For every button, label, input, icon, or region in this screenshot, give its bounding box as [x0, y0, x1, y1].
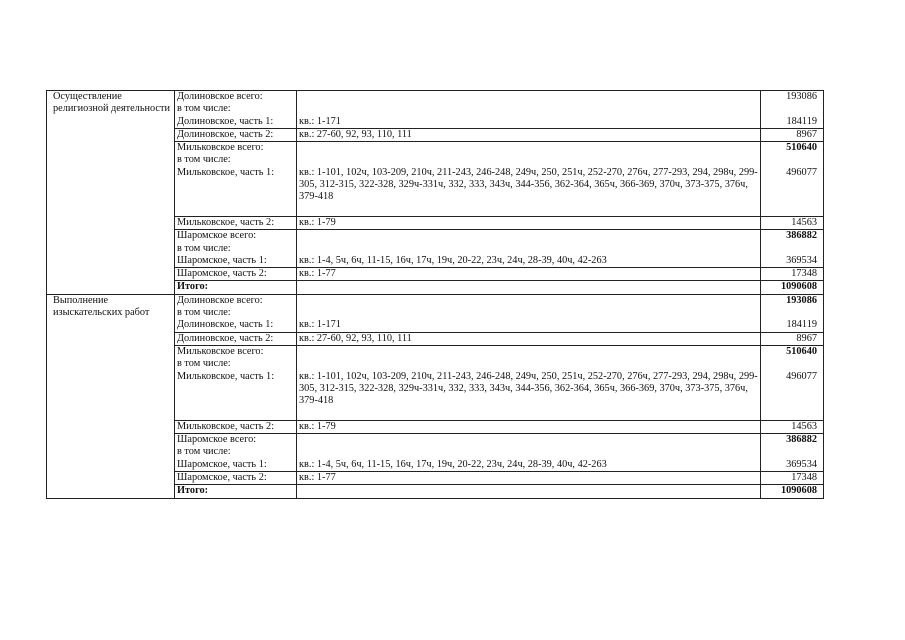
part-label: Шаромское, часть 2:: [175, 471, 297, 484]
activity-cell: Осуществление религиозной деятельности: [47, 91, 175, 295]
part-label: Долиновское, часть 1:: [177, 115, 274, 127]
area-cell: [761, 142, 824, 217]
part-label: Шаромское, часть 1:: [177, 254, 267, 266]
area-cell: [761, 91, 824, 129]
part-value: 17348: [761, 268, 824, 281]
part-label: Мильковское, часть 1:: [177, 370, 275, 382]
quarters-text: кв.: 1-101, 102ч, 103-209, 210ч, 211-243, 246-248, 249ч, 250, 251ч, 252-270, 276ч, 277-293, 294, 298ч, 299-305, 312-315, 322-328, 329ч-331ч, 332, 333, 343ч, 344-356, 362-364, 365ч, 366-369, 370ч, 373-375, 376ч, 379-418: [299, 166, 758, 203]
quarters-cell: кв.: 1-4, 5ч, 6ч, 11-15, 16ч, 17ч, 19ч, 20-22, 23ч, 24ч, 28-39, 40ч, 42-263: [297, 434, 761, 472]
forestry-total-cell: [175, 91, 297, 129]
forestry-total-cell: [175, 345, 297, 420]
part-value: 369534: [786, 254, 817, 266]
area-cell: [761, 345, 824, 420]
including-label: в том числе:: [177, 242, 231, 254]
forestry-total-cell: [175, 434, 297, 472]
quarters-cell: кв.: 1-171: [297, 91, 761, 129]
area-cell: [761, 294, 824, 332]
forestry-total-label: Долиновское всего:: [177, 91, 263, 102]
part-label: Долиновское, часть 2:: [175, 332, 297, 345]
part-value: 14563: [761, 420, 824, 433]
including-label: в том числе:: [177, 307, 231, 319]
grand-total-value: 1090608: [761, 485, 824, 498]
quarters-cell: кв.: 27-60, 92, 93, 110, 111: [297, 332, 761, 345]
forestry-areas-table: [46, 90, 824, 499]
forestry-total-cell: [175, 142, 297, 217]
forestry-total-value: 193086: [786, 294, 817, 306]
forestry-total-cell: [175, 230, 297, 268]
grand-total-label: Итого:: [175, 281, 297, 294]
forestry-total-label: Шаромское всего:: [177, 230, 257, 242]
part-value: 17348: [761, 471, 824, 484]
forestry-total-value: 386882: [786, 434, 817, 446]
quarters-cell: кв.: 1-4, 5ч, 6ч, 11-15, 16ч, 17ч, 19ч, 20-22, 23ч, 24ч, 28-39, 40ч, 42-263: [297, 230, 761, 268]
forestry-total-value: 510640: [786, 345, 817, 357]
including-label: в том числе:: [177, 358, 231, 370]
area-cell: [761, 230, 824, 268]
activity-cell: Выполнение изыскательских работ: [47, 294, 175, 498]
part-label: Мильковское, часть 2:: [175, 420, 297, 433]
part-label: Долиновское, часть 1:: [177, 319, 274, 331]
area-cell: [761, 434, 824, 472]
forestry-total-label: Долиновское всего:: [177, 294, 263, 306]
forestry-total-cell: [175, 294, 297, 332]
including-label: в том числе:: [177, 154, 231, 166]
part-value: 14563: [761, 216, 824, 229]
part-label: Шаромское, часть 2:: [175, 268, 297, 281]
table-row: [47, 294, 824, 332]
forestry-total-value: 193086: [786, 91, 817, 102]
part-label: Мильковское, часть 1:: [177, 166, 275, 178]
forestry-total-label: Шаромское всего:: [177, 434, 257, 446]
part-value: 8967: [761, 332, 824, 345]
quarters-cell: кв.: 1-79: [297, 216, 761, 229]
part-value: 184119: [786, 319, 817, 331]
quarters-cell: кв.: 1-77: [297, 268, 761, 281]
grand-total-label: Итого:: [175, 485, 297, 498]
forestry-total-label: Мильковское всего:: [177, 142, 264, 154]
quarters-text: кв.: 1-101, 102ч, 103-209, 210ч, 211-243, 246-248, 249ч, 250, 251ч, 252-270, 276ч, 277-293, 294, 298ч, 299-305, 312-315, 322-328, 329ч-331ч, 332, 333, 343ч, 344-356, 362-364, 365ч, 366-369, 370ч, 373-375, 376ч, 379-418: [299, 370, 758, 407]
part-label: Шаромское, часть 1:: [177, 458, 267, 470]
quarters-cell: кв.: 1-171: [297, 294, 761, 332]
part-value: 184119: [786, 115, 817, 127]
part-value: 8967: [761, 128, 824, 141]
table-row: [47, 91, 824, 129]
quarters-cell: [297, 142, 761, 217]
forestry-total-value: 386882: [786, 230, 817, 242]
quarters-cell: кв.: 1-79: [297, 420, 761, 433]
forestry-total-label: Мильковское всего:: [177, 345, 264, 357]
quarters-cell: кв.: 27-60, 92, 93, 110, 111: [297, 128, 761, 141]
part-label: Долиновское, часть 2:: [175, 128, 297, 141]
forestry-total-value: 510640: [786, 142, 817, 154]
including-label: в том числе:: [177, 446, 231, 458]
quarters-cell: кв.: 1-77: [297, 471, 761, 484]
quarters-cell: [297, 345, 761, 420]
part-value: 496077: [786, 166, 817, 178]
part-value: 369534: [786, 458, 817, 470]
part-label: Мильковское, часть 2:: [175, 216, 297, 229]
including-label: в том числе:: [177, 103, 231, 115]
part-value: 496077: [786, 370, 817, 382]
grand-total-value: 1090608: [761, 281, 824, 294]
